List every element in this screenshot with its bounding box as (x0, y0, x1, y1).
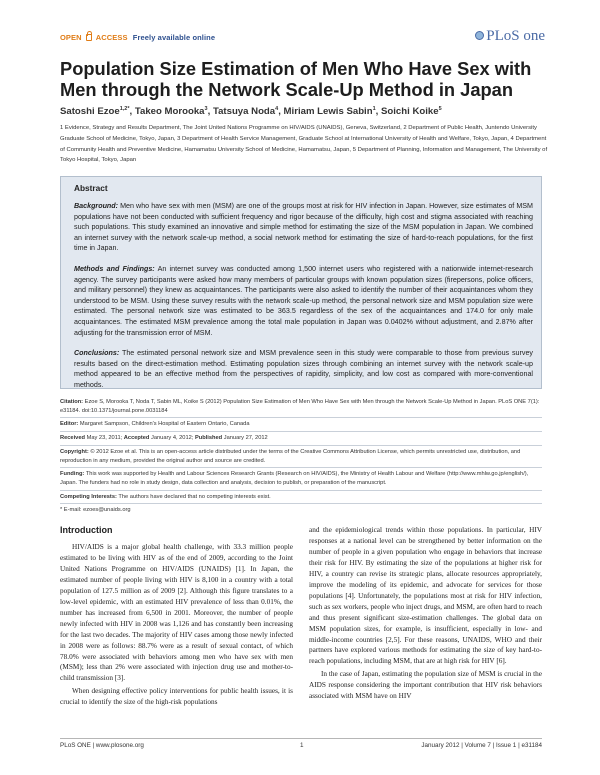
copyright-row (60, 446, 542, 468)
email-text: * E-mail: ezoes@unaids.org (60, 507, 131, 514)
abstract-heading: Abstract (74, 183, 108, 193)
editor-label: Editor: (60, 421, 79, 428)
accepted-label: Accepted (123, 435, 150, 442)
author-name: Soichi Koike (381, 106, 439, 118)
copyright-text: © 2012 Ezoe et al. This is an open-access article distributed under the terms of the Creative Commons Attribution License, which permits unrestricted use, distribution, and reproduction in any medium, provided the original author and source are credited. (60, 448, 521, 464)
access-text: ACCESS (95, 33, 128, 42)
background-text: Men who have sex with men (MSM) are one of the groups most at risk for HIV infection in Japan. However, size estimates of MSM populations have not been conducted with sufficient frequency and rigor because of the difficulty, high cost and stigma associated with reaching such populations. This study examined an innovative and simple method for estimating the size of the MSM population in Japan. We combined an internet survey with the network scale-up method, a social network method for estimating the size of hard-to-reach populations, for the first time in Japan. (74, 202, 534, 253)
open-text: OPEN (60, 33, 82, 42)
body-column-left (60, 525, 293, 708)
abstract-methods (74, 264, 533, 338)
plos-logo-icon (475, 31, 484, 40)
footer-journal: PLoS ONE | www.plosone.org (60, 742, 144, 749)
editor-row (60, 418, 542, 432)
footer-issue: January 2012 | Volume 7 | Issue 1 | e31184 (421, 742, 542, 749)
author-sup: 5 (438, 106, 442, 112)
email-row (60, 504, 542, 517)
background-label: Background: (74, 202, 119, 210)
editor-text: Margaret Sampson, Children's Hospital of Eastern Ontario, Canada (79, 421, 250, 428)
author-sup: 1,2* (119, 106, 130, 112)
intro-paragraph: HIV/AIDS is a major global health challenge, with 33.3 million people estimated to be living with HIV as of the end of 2009, according to the Joint United Nations Programme on HIV/AIDS (UNAIDS) [1]. In Japan, the estimated number of people living with HIV is 8,100 in a country with a total population of 127.5 million as of 2009 [2]. Although this figure translates to a low-level epidemic, with an estimated HIV prevalence of less than 0.01%, the number has increased from 6,500 in 2001. Moreover, the number of people newly infected with HIV in 2008 was 1,126 and has constantly been increasing for the last two decades. The majority of HIV cases among those newly infected in 2008 were as follows: 88.7% were as a result of sexual contact, of which 78.0% were associated with behaviors among men who have sex with men (MSM); less than 2% were associated with injection drug use and mother-to-child transmission [3]. (60, 543, 293, 683)
author-name: Satoshi Ezoe (60, 106, 120, 118)
abstract-box (60, 176, 542, 389)
abstract-conclusions (74, 348, 533, 390)
conclusions-label: Conclusions: (74, 349, 120, 358)
intro-paragraph: When designing effective policy interventions for public health issues, it is crucial to identify the size of the high-risk populations (60, 687, 293, 707)
author-name: Tatsuya Noda (212, 106, 276, 118)
published-date: January 27, 2012 (223, 435, 268, 442)
published-label: Published (194, 435, 223, 442)
citation-text: Ezoe S, Morooka T, Noda T, Sabin ML, Koike S (2012) Population Size Estimation of Men Who Have Sex with Men through the Network Scale-Up Method in Japan. PLoS ONE 7(1): e31184. doi:10.1371/journal.pone.0031184 (60, 399, 540, 414)
dates-row (60, 432, 542, 446)
methods-text: An internet survey was conducted among 1,500 internet users who registered with a nationwide internet-research agency. The survey participants were asked how many members of particular groups with known population sizes (firepersons, police officers, and military personnel) they knew as acquaintances. The participants were also asked to identify the number of their acquaintances whom they understood to be MSM. Using these survey results with the network scale-up method, the personal network size and MSM population size were estimated. The personal network size was estimated to be 363.5 regardless of the sex of the acquaintances and 174.0 for only male acquaintances. The estimated MSM prevalence among the total male population in Japan was 0.0402% without adjustment, and 2.87% after adjusting for the transmission error of MSM. (74, 264, 533, 337)
intro-heading: Introduction (60, 525, 113, 535)
article-meta (60, 396, 542, 517)
copyright-label: Copyright: (60, 448, 89, 455)
plos-logo-text: PLoS one (486, 28, 545, 44)
affiliations: 1 Evidence, Strategy and Results Department, The Joint United Nations Programme on HIV/AIDS (UNAIDS), Geneva, Switzerland, 2 Department of Public Health, Juntendo University Graduate School of Medicine, Tokyo, Japan, 3 Department of Health Service Management, Graduate School at International University of Health and Welfare, Tokyo, Japan, 4 Department of Community Health and Preventive Medicine, Hamamatsu University School of Medicine, Hamamatsu, Japan, 5 Department of Planning, Information and Management, The University of Tokyo Hospital, Tokyo, Japan (60, 125, 548, 164)
body-column-right (309, 525, 542, 702)
journal-header (60, 27, 545, 51)
intro-paragraph: In the case of Japan, estimating the population size of MSM is crucial in the AIDS response considering the important contribution that HIV risk behaviors associated with MSM have on HIV (309, 670, 542, 701)
received-label: Received (60, 435, 85, 442)
author-sup: 1 (372, 106, 376, 112)
competing-row (60, 491, 542, 505)
page-footer (60, 738, 542, 750)
page-number: 1 (300, 742, 304, 749)
citation-row (60, 396, 542, 418)
author-sup: 4 (275, 106, 279, 112)
funding-label: Funding: (60, 471, 85, 478)
author-name: Miriam Lewis Sabin (283, 106, 373, 118)
author-list: Satoshi Ezoe$^{1,2*}$, Takeo Morooka$^3$, Tatsuya Noda$^4$, Miriam Lewis Sabin$^1$, Soichi Koike$^5$ (60, 106, 442, 118)
funding-row (60, 468, 542, 490)
citation-label: Citation: (60, 399, 84, 405)
intro-paragraph: and the epidemiological trends within those populations. In particular, HIV responses at a national level can be strengthened by better information on the number of people in a given population who engage in behaviors that increase their risk for HIV. By estimating the size of the populations at higher risk for HIV, a country can revise its strategic plans, allocate resources appropriately, improve the modeling of its epidemic, and advocate for services for those populations [4]. Unfortunately, the populations most at risk for HIV infection, such as sex workers, people who inject drugs, and MSM, are often hard to reach and thus present significant size-estimation challenges. The global data on MSM population sizes, for example, is insufficient, especially in low- and middle-income countries [2,5]. For these reasons, UNAIDS, WHO and their partners have explored various methods for estimating the size of key hard-to-reach populations, including MSM, that are at high risk for HIV [6]. (309, 526, 542, 666)
open-lock-icon (86, 34, 92, 41)
competing-label: Competing Interests: (60, 493, 117, 500)
abstract-background (74, 201, 533, 254)
open-access-label (60, 33, 215, 42)
methods-label: Methods and Findings: (74, 264, 155, 273)
article-title: Population Size Estimation of Men Who Have Sex with Men through the Network Scale-Up Method in Japan (60, 58, 532, 100)
accepted-date: January 4, 2012; (151, 435, 194, 442)
freely-available-text: Freely available online (132, 33, 216, 42)
conclusions-text: The estimated personal network size and MSM prevalence seen in this study were comparable to those from previous survey results based on the direct-estimation method. Estimating population sizes through combining an internet survey with the network scale-up method appeared to be an effective method from the perspectives of rapidity, simplicity, and low cost as compared with more-conventional methods. (74, 349, 533, 389)
received-date: May 23, 2011; (86, 435, 123, 442)
plos-one-logo (475, 28, 545, 45)
competing-text: The authors have declared that no competing interests exist. (118, 493, 271, 500)
funding-text: This work was supported by Health and Labour Sciences Research Grants (Research on HIV/AIDS), the Ministry of Health Labour and Welfare (http://www.mhlw.go.jp/english/), Japan. The funders had no role in study design, data collection and analysis, decision to publish, or preparation of the manuscript. (60, 471, 529, 486)
author-name: Takeo Morooka (134, 106, 205, 118)
author-sup: 3 (204, 106, 208, 112)
